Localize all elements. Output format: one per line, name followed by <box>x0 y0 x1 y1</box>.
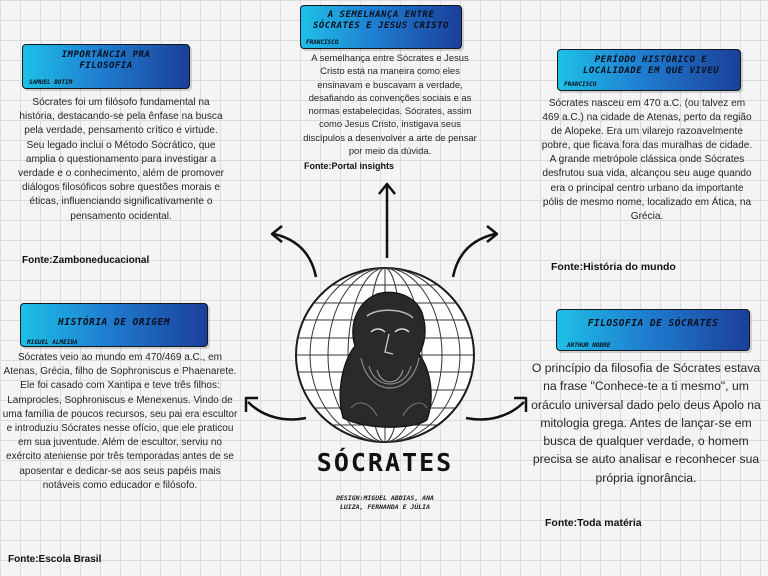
arrow-bottom-left-icon <box>240 382 310 427</box>
top-topic-author: FRANCISCO <box>306 39 339 46</box>
top-right-topic-text: Sócrates nasceu em 470 a.C. (ou talvez em 469 a.C.) na cidade de Atenas, perto da região de Alopeke. Era um vilarejo razoavelmente pobre, que ficava fora das muralhas de cidade. A grande metrópole clássica onde Sócrates desfrutou sua vida, alcançou seu auge quando era o principal centro urbano da importante pólis de mesmo nome, localizado em Ática, na Grécia. <box>541 98 753 222</box>
arrow-up-icon <box>377 180 397 260</box>
top-left-topic-source: Fonte:Zamboneducacional <box>22 255 150 266</box>
top-left-topic-title: IMPORTÂNCIA PRA FILOSOFIA <box>61 50 151 71</box>
main-title: SÓCRATES <box>316 448 454 477</box>
top-right-topic-author: FRANCISCO <box>564 81 597 88</box>
top-left-topic-box <box>22 44 190 89</box>
bottom-left-topic-source: Fonte:Escola Brasil <box>8 554 102 565</box>
top-right-topic-box <box>557 49 741 91</box>
bottom-right-topic-title: FILOSOFIA DE SÓCRATES <box>587 318 719 329</box>
top-right-topic-source: Fonte:História do mundo <box>551 261 676 273</box>
arrow-top-right-icon <box>447 222 507 282</box>
design-credits: DESIGN:MIGUEL ABDIAS, ANA LUIZA, FERNANDA E JÚLIA <box>336 494 434 511</box>
bottom-right-topic-author: ARTHUR NOBRE <box>567 342 611 349</box>
globe-illustration <box>285 258 485 448</box>
bottom-left-topic-title: HISTÓRIA DE ORIGEM <box>58 317 170 328</box>
bottom-right-topic-text: O princípio da filosofia de Sócrates estava na frase "Conhece-te a ti mesmo", um oráculo universal dado pelo deus Apolo na mitologia grega. Antes de lançar-se em busca de qualquer verdade, o homem precisa se auto analisar e reconhecer sua própria ignorância. <box>531 361 761 485</box>
top-topic-box <box>300 5 462 49</box>
arrow-top-left-icon <box>262 222 322 282</box>
top-topic-source: Fonte:Portal insights <box>304 161 394 171</box>
bottom-left-topic-author: MIGUEL ALMEIDA <box>27 339 78 346</box>
top-left-topic-text: Sócrates foi um filósofo fundamental na história, destacando-se pela ênfase na busca pela verdade, pensamento crítico e virtude. Seu legado inclui o Método Socrático, que amplia o questionamento para investigar a verdade e o conhecimento, além de promover diálogos filosóficos sobre questões morais e éticas, influenciando significativamente o pensamento ocidental. <box>18 97 224 222</box>
bottom-right-topic-box <box>556 309 750 351</box>
bottom-right-topic-source: Fonte:Toda matéria <box>545 517 642 529</box>
bottom-left-topic-text: Sócrates veio ao mundo em 470/469 a.C., em Atenas, Grécia, filho de Sophroniscus e Phaenarete. Ele foi casado com Xantipa e teve três filhos: Lamprocles, Sophroniscus e Menexenus. Vindo de uma família de poucos recursos, seu pai era escultor e introduziu Sócrates nesse ofício, que ele praticou em sua juventude. Além de escultor, serviu no exército ateniense por três temporadas antes de se aposentar e dedicar-se aos seus papéis mais notáveis como educador e filósofo. <box>2 352 238 491</box>
top-left-topic-author: SAMUEL BOTIM <box>29 79 73 86</box>
top-topic-text: A semelhança entre Sócrates e Jesus Cristo está na maneira como eles ensinavam e buscavam a verdade, desafiando as convenções sociais e as normas estabelecidas. Sócrates, assim como Jesus Cristo, instigava seus discípulos a desenvolver a arte de pensar por meio da dúvida. <box>303 52 477 157</box>
top-right-topic-title: PERÍODO HISTÓRICO E LOCALIDADE EM QUE VIVEU <box>582 55 720 76</box>
top-topic-title: A SEMELHANÇA ENTRE SÓCRATES E JESUS CRISTO <box>312 10 450 31</box>
arrow-bottom-right-icon <box>462 382 532 427</box>
bottom-left-topic-box <box>20 303 208 347</box>
